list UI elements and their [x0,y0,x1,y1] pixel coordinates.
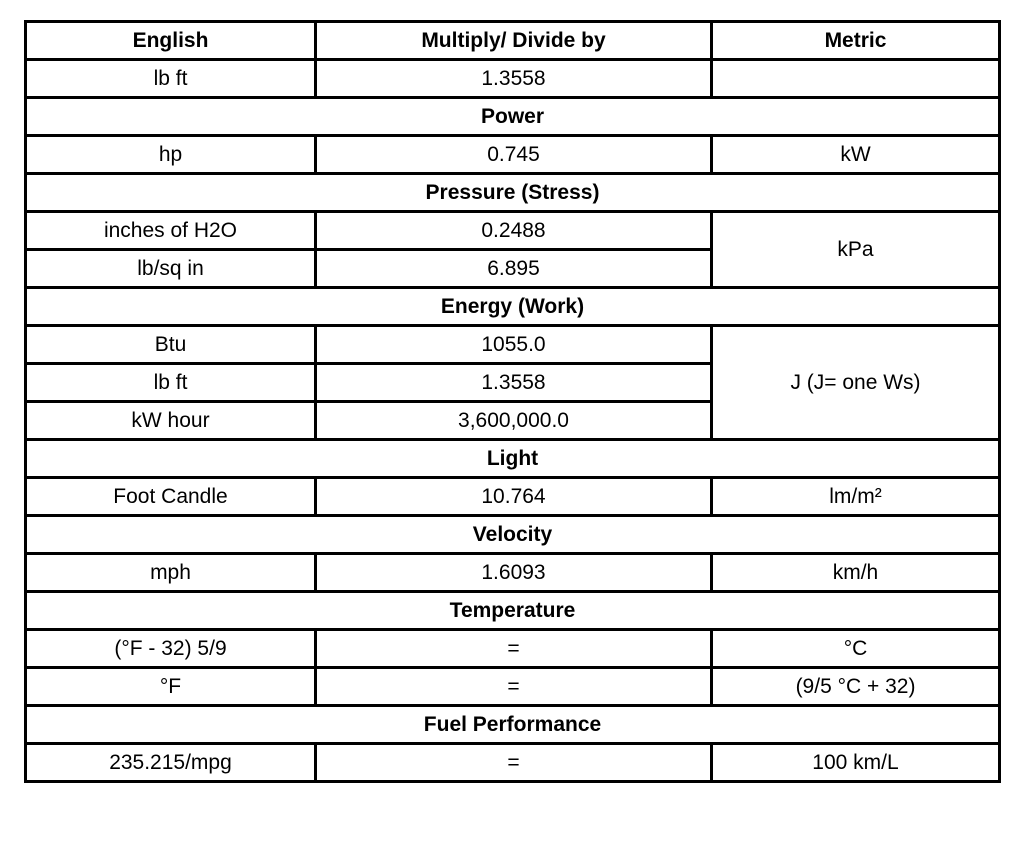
section-row-velocity [26,516,1000,554]
table-row [26,744,1000,782]
section-title-energy: Energy (Work) [26,288,1000,326]
table-row [26,326,1000,364]
english-cell: °F [26,668,316,706]
english-cell: kW hour [26,402,316,440]
english-cell: mph [26,554,316,592]
factor-cell: 1055.0 [316,326,712,364]
table-row [26,136,1000,174]
factor-cell: 1.3558 [316,60,712,98]
header-factor: Multiply/ Divide by [316,22,712,60]
factor-cell: 6.895 [316,250,712,288]
table-row [26,60,1000,98]
factor-cell: = [316,668,712,706]
section-row-power [26,98,1000,136]
header-row [26,22,1000,60]
english-cell: lb ft [26,60,316,98]
metric-cell [712,60,1000,98]
factor-cell: = [316,744,712,782]
section-title-fuel: Fuel Performance [26,706,1000,744]
metric-cell: °C [712,630,1000,668]
english-cell: lb/sq in [26,250,316,288]
section-row-light [26,440,1000,478]
table-row [26,212,1000,250]
section-title-temperature: Temperature [26,592,1000,630]
metric-cell: km/h [712,554,1000,592]
section-row-fuel [26,706,1000,744]
section-title-power: Power [26,98,1000,136]
header-metric: Metric [712,22,1000,60]
english-cell: hp [26,136,316,174]
metric-cell: (9/5 °C + 32) [712,668,1000,706]
factor-cell: 0.745 [316,136,712,174]
section-title-pressure: Pressure (Stress) [26,174,1000,212]
english-cell: inches of H2O [26,212,316,250]
english-cell: 235.215/mpg [26,744,316,782]
metric-cell: kW [712,136,1000,174]
metric-cell: lm/m² [712,478,1000,516]
metric-cell: kPa [712,212,1000,288]
table-row [26,630,1000,668]
factor-cell: 1.3558 [316,364,712,402]
factor-cell: = [316,630,712,668]
section-title-light: Light [26,440,1000,478]
header-english: English [26,22,316,60]
english-cell: Btu [26,326,316,364]
section-title-velocity: Velocity [26,516,1000,554]
table-row [26,668,1000,706]
factor-cell: 0.2488 [316,212,712,250]
table-row [26,478,1000,516]
english-cell: Foot Candle [26,478,316,516]
metric-cell: J (J= one Ws) [712,326,1000,440]
factor-cell: 1.6093 [316,554,712,592]
table-row [26,554,1000,592]
factor-cell: 10.764 [316,478,712,516]
section-row-pressure [26,174,1000,212]
section-row-energy [26,288,1000,326]
factor-cell: 3,600,000.0 [316,402,712,440]
conversion-table [24,20,1001,783]
english-cell: lb ft [26,364,316,402]
english-cell: (°F - 32) 5/9 [26,630,316,668]
section-row-temperature [26,592,1000,630]
metric-cell: 100 km/L [712,744,1000,782]
